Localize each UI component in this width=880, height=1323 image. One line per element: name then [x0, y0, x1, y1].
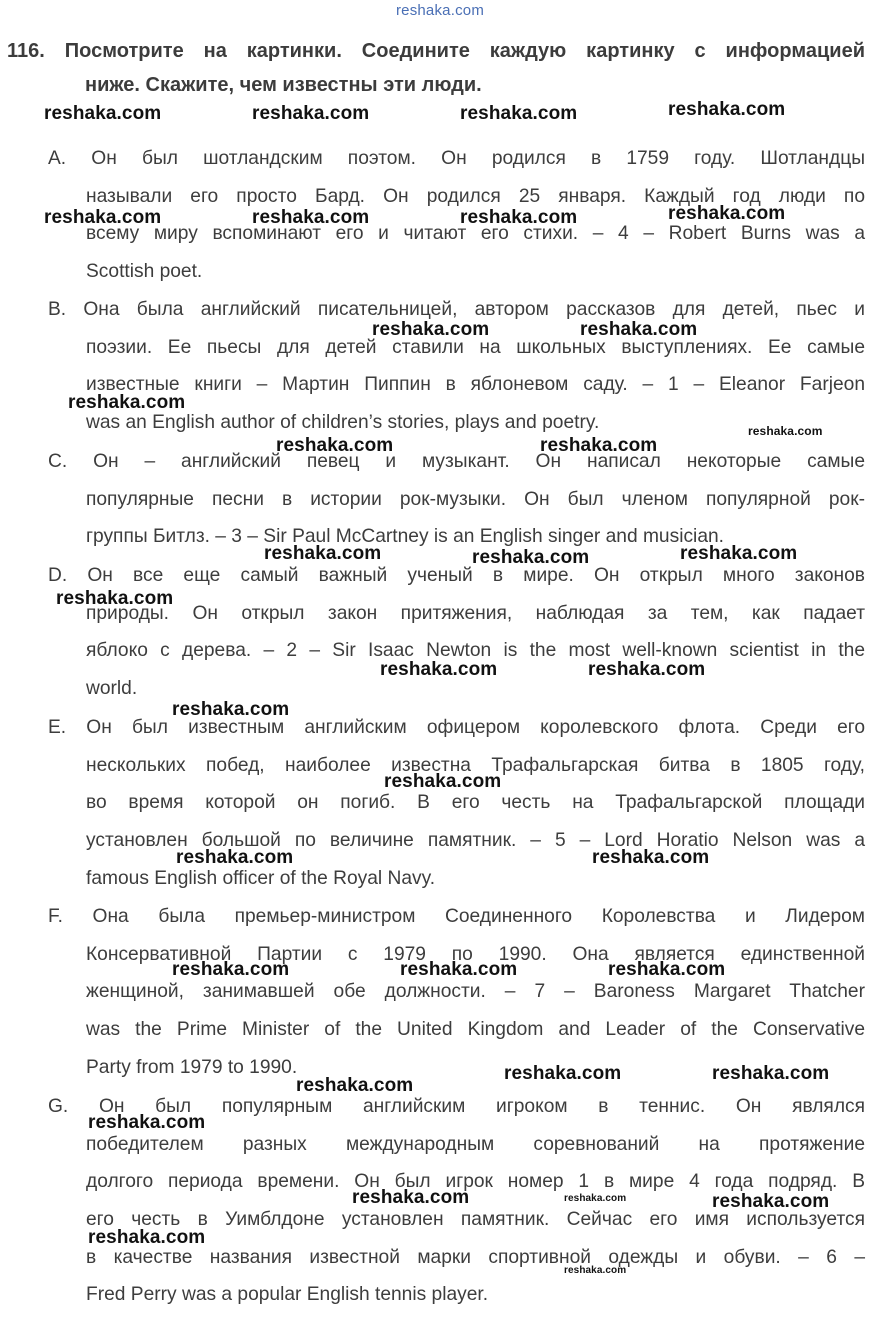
- watermark: reshaka.com: [296, 1075, 414, 1096]
- watermark: reshaka.com: [380, 659, 498, 680]
- watermark: reshaka.com: [712, 1191, 830, 1212]
- item-line: Scottish poet.: [86, 261, 203, 283]
- answer-item-c: [48, 443, 865, 556]
- watermark: reshaka.com: [264, 543, 382, 564]
- item-line: женщиной, занимавшей обе должности. – 7 – Baroness Margaret Thatcher: [86, 981, 865, 1003]
- item-line: D. Он все еще самый важный ученый в мире. Он открыл много законов: [48, 565, 865, 586]
- answer-item-b: [48, 291, 865, 442]
- task-number: 116.: [7, 40, 45, 62]
- watermark: reshaka.com: [400, 959, 518, 980]
- watermark: reshaka.com: [564, 1193, 627, 1204]
- item-line: называли его просто Бард. Он родился 25 января. Каждый год люди по: [86, 185, 865, 207]
- watermark: reshaka.com: [44, 207, 162, 228]
- watermark: reshaka.com: [460, 207, 578, 228]
- item-line: E. Он был известным английским офицером королевского флота. Среди его: [48, 717, 865, 738]
- watermark: reshaka.com: [252, 103, 370, 124]
- item-line: поэзии. Ее пьесы для детей ставили на школьных выступлениях. Ее самые: [86, 336, 865, 358]
- item-line: нескольких побед, наиболее известна Трафальгарская битва в 1805 году,: [86, 754, 865, 776]
- item-line: world.: [86, 678, 138, 700]
- watermark: reshaka.com: [276, 435, 394, 456]
- item-line: популярные песни в истории рок-музыки. Он был членом популярной рок-: [86, 488, 865, 510]
- watermark: reshaka.com: [176, 847, 294, 868]
- item-line: группы Битлз. – 3 – Sir Paul McCartney is an English singer and musician.: [86, 526, 724, 548]
- item-line: Консервативной Партии с 1979 по 1990. Она является единственной: [86, 943, 865, 965]
- item-line: famous English officer of the Royal Navy.: [86, 867, 436, 889]
- item-line: его честь в Уимблдоне установлен памятник. Сейчас его имя используется: [86, 1209, 865, 1231]
- task-heading: [7, 34, 865, 102]
- watermark: reshaka.com: [472, 547, 590, 568]
- watermark: reshaka.com: [172, 699, 290, 720]
- item-line: во время которой он погиб. В его честь на Трафальгарской площади: [86, 792, 865, 814]
- watermark: reshaka.com: [56, 588, 174, 609]
- item-line: F. Она была премьер-министром Соединенного Королевства и Лидером: [48, 906, 865, 927]
- watermark: reshaka.com: [564, 1265, 627, 1276]
- answer-item-f: [48, 898, 865, 1086]
- item-line: известные книги – Мартин Пиппин в яблоневом саду. – 1 – Eleanor Farjeon: [86, 374, 865, 396]
- item-line: в качестве названия известной марки спортивной одежды и обуви. – 6 –: [86, 1246, 865, 1268]
- watermark: reshaka.com: [88, 1227, 206, 1248]
- item-line: долгого периода времени. Он был игрок номер 1 в мире 4 года подряд. В: [86, 1171, 865, 1193]
- site-header: reshaka.com: [395, 2, 485, 19]
- item-line: was the Prime Minister of the United Kingdom and Leader of the Conservative: [86, 1019, 865, 1041]
- watermark: reshaka.com: [172, 959, 290, 980]
- watermark: reshaka.com: [504, 1063, 622, 1084]
- item-line: Fred Perry was a popular English tennis player.: [86, 1284, 489, 1306]
- watermark: reshaka.com: [712, 1063, 830, 1084]
- watermark: reshaka.com: [540, 435, 658, 456]
- watermark: reshaka.com: [68, 392, 186, 413]
- task-line-2: ниже. Скажите, чем известны эти люди.: [85, 74, 482, 96]
- item-line: природы. Он открыл закон притяжения, наблюдая за тем, как падает: [86, 602, 865, 624]
- watermark: reshaka.com: [680, 543, 798, 564]
- item-line: C. Он – английский певец и музыкант. Он написал некоторые самые: [48, 451, 865, 472]
- item-line: установлен большой по величине памятник. – 5 – Lord Horatio Nelson was a: [86, 830, 865, 852]
- item-line: Party from 1979 to 1990.: [86, 1056, 298, 1078]
- watermark: reshaka.com: [384, 771, 502, 792]
- answer-item-e: [48, 709, 865, 897]
- task-line-1: [7, 34, 865, 68]
- item-line: A. Он был шотландским поэтом. Он родился в 1759 году. Шотландцы: [48, 148, 865, 169]
- watermark: reshaka.com: [252, 207, 370, 228]
- item-line: was an English author of children’s stories, plays and poetry.: [86, 412, 600, 434]
- watermark: reshaka.com: [372, 319, 490, 340]
- watermark: reshaka.com: [460, 103, 578, 124]
- watermark: reshaka.com: [44, 103, 162, 124]
- item-line: победителем разных международным соревнований на протяжение: [86, 1133, 865, 1155]
- watermark: reshaka.com: [668, 99, 786, 120]
- task-text-1: Посмотрите на картинки. Соедините каждую картинку с информацией: [64, 40, 865, 62]
- answer-item-d: [48, 557, 865, 708]
- watermark: reshaka.com: [592, 847, 710, 868]
- item-line: яблоко с дерева. – 2 – Sir Isaac Newton is the most well-known scientist in the: [86, 640, 865, 662]
- watermark: reshaka.com: [352, 1187, 470, 1208]
- watermark: reshaka.com: [88, 1112, 206, 1133]
- item-line: всему миру вспоминают его и читают его стихи. – 4 – Robert Burns was a: [86, 223, 865, 245]
- watermark: reshaka.com: [748, 424, 823, 438]
- watermark: reshaka.com: [588, 659, 706, 680]
- watermark: reshaka.com: [608, 959, 726, 980]
- watermark: reshaka.com: [580, 319, 698, 340]
- item-line: G. Он был популярным английским игроком в теннис. Он являлся: [48, 1096, 865, 1117]
- watermark: reshaka.com: [668, 203, 786, 224]
- item-line: B. Она была английский писательницей, автором рассказов для детей, пьес и: [48, 299, 865, 320]
